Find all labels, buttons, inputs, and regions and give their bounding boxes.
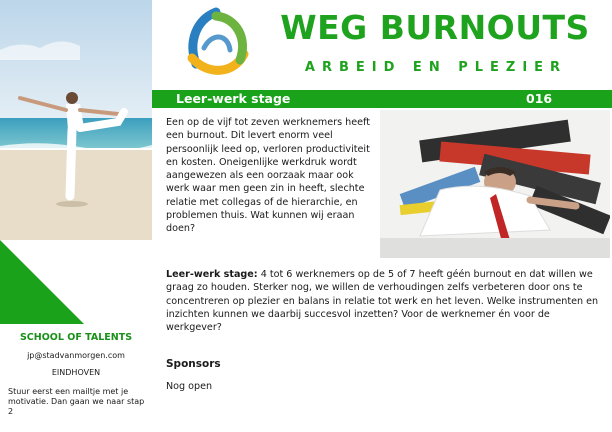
sponsors-heading: Sponsors	[166, 358, 221, 370]
green-corner-triangle	[0, 240, 84, 324]
left-column	[0, 0, 152, 432]
body-lead: Leer-werk stage:	[166, 269, 258, 280]
sponsors-text: Nog open	[166, 381, 213, 392]
section-number: 016	[526, 91, 553, 106]
triquetra-logo-icon	[178, 6, 254, 82]
exhausted-worker-photo	[380, 110, 610, 258]
application-note: Stuur eerst een mailtje met je motivatie. Dan gaan we naar stap 2	[8, 387, 145, 416]
page-title: WEG BURNOUTS	[280, 8, 590, 47]
beach-yoga-photo	[0, 0, 152, 240]
section-label: Leer-werk stage	[176, 91, 291, 106]
section-bar	[152, 90, 612, 108]
body-paragraph	[166, 268, 606, 334]
body-text: 4 tot 6 werknemers op de 5 of 7 heeft géén burnout en dat willen we graag zo houden. Sterker nog, we willen de verhoudingen zelfs verbeteren door ons te concentreren op plezier en balans in relatie tot werk en het leven. Welke instrumenten en inzichten kunnen we daarbij succesvol inzetten? Voor de werknemer én voor de werkgever?	[166, 269, 599, 334]
page-subtitle: ARBEID EN PLEZIER	[304, 60, 568, 75]
intro-paragraph: Een op de vijf tot zeven werknemers heeft een burnout. Dit levert enorm veel persoonlijk leed op, verloren productiviteit en kosten. Oneigenlijke werkdruk wordt aangewezen als een oorzaak maar ook werk waar men geen zin in heeft, slechte relatie met collegas of de hierarchie, en problemen thuis. Wat kunnen wij eraan doen?	[166, 117, 370, 235]
city-label: EINDHOVEN	[51, 368, 101, 377]
school-name: SCHOOL OF TALENTS	[19, 332, 133, 343]
contact-email[interactable]: jp@stadvanmorgen.com	[27, 351, 125, 360]
